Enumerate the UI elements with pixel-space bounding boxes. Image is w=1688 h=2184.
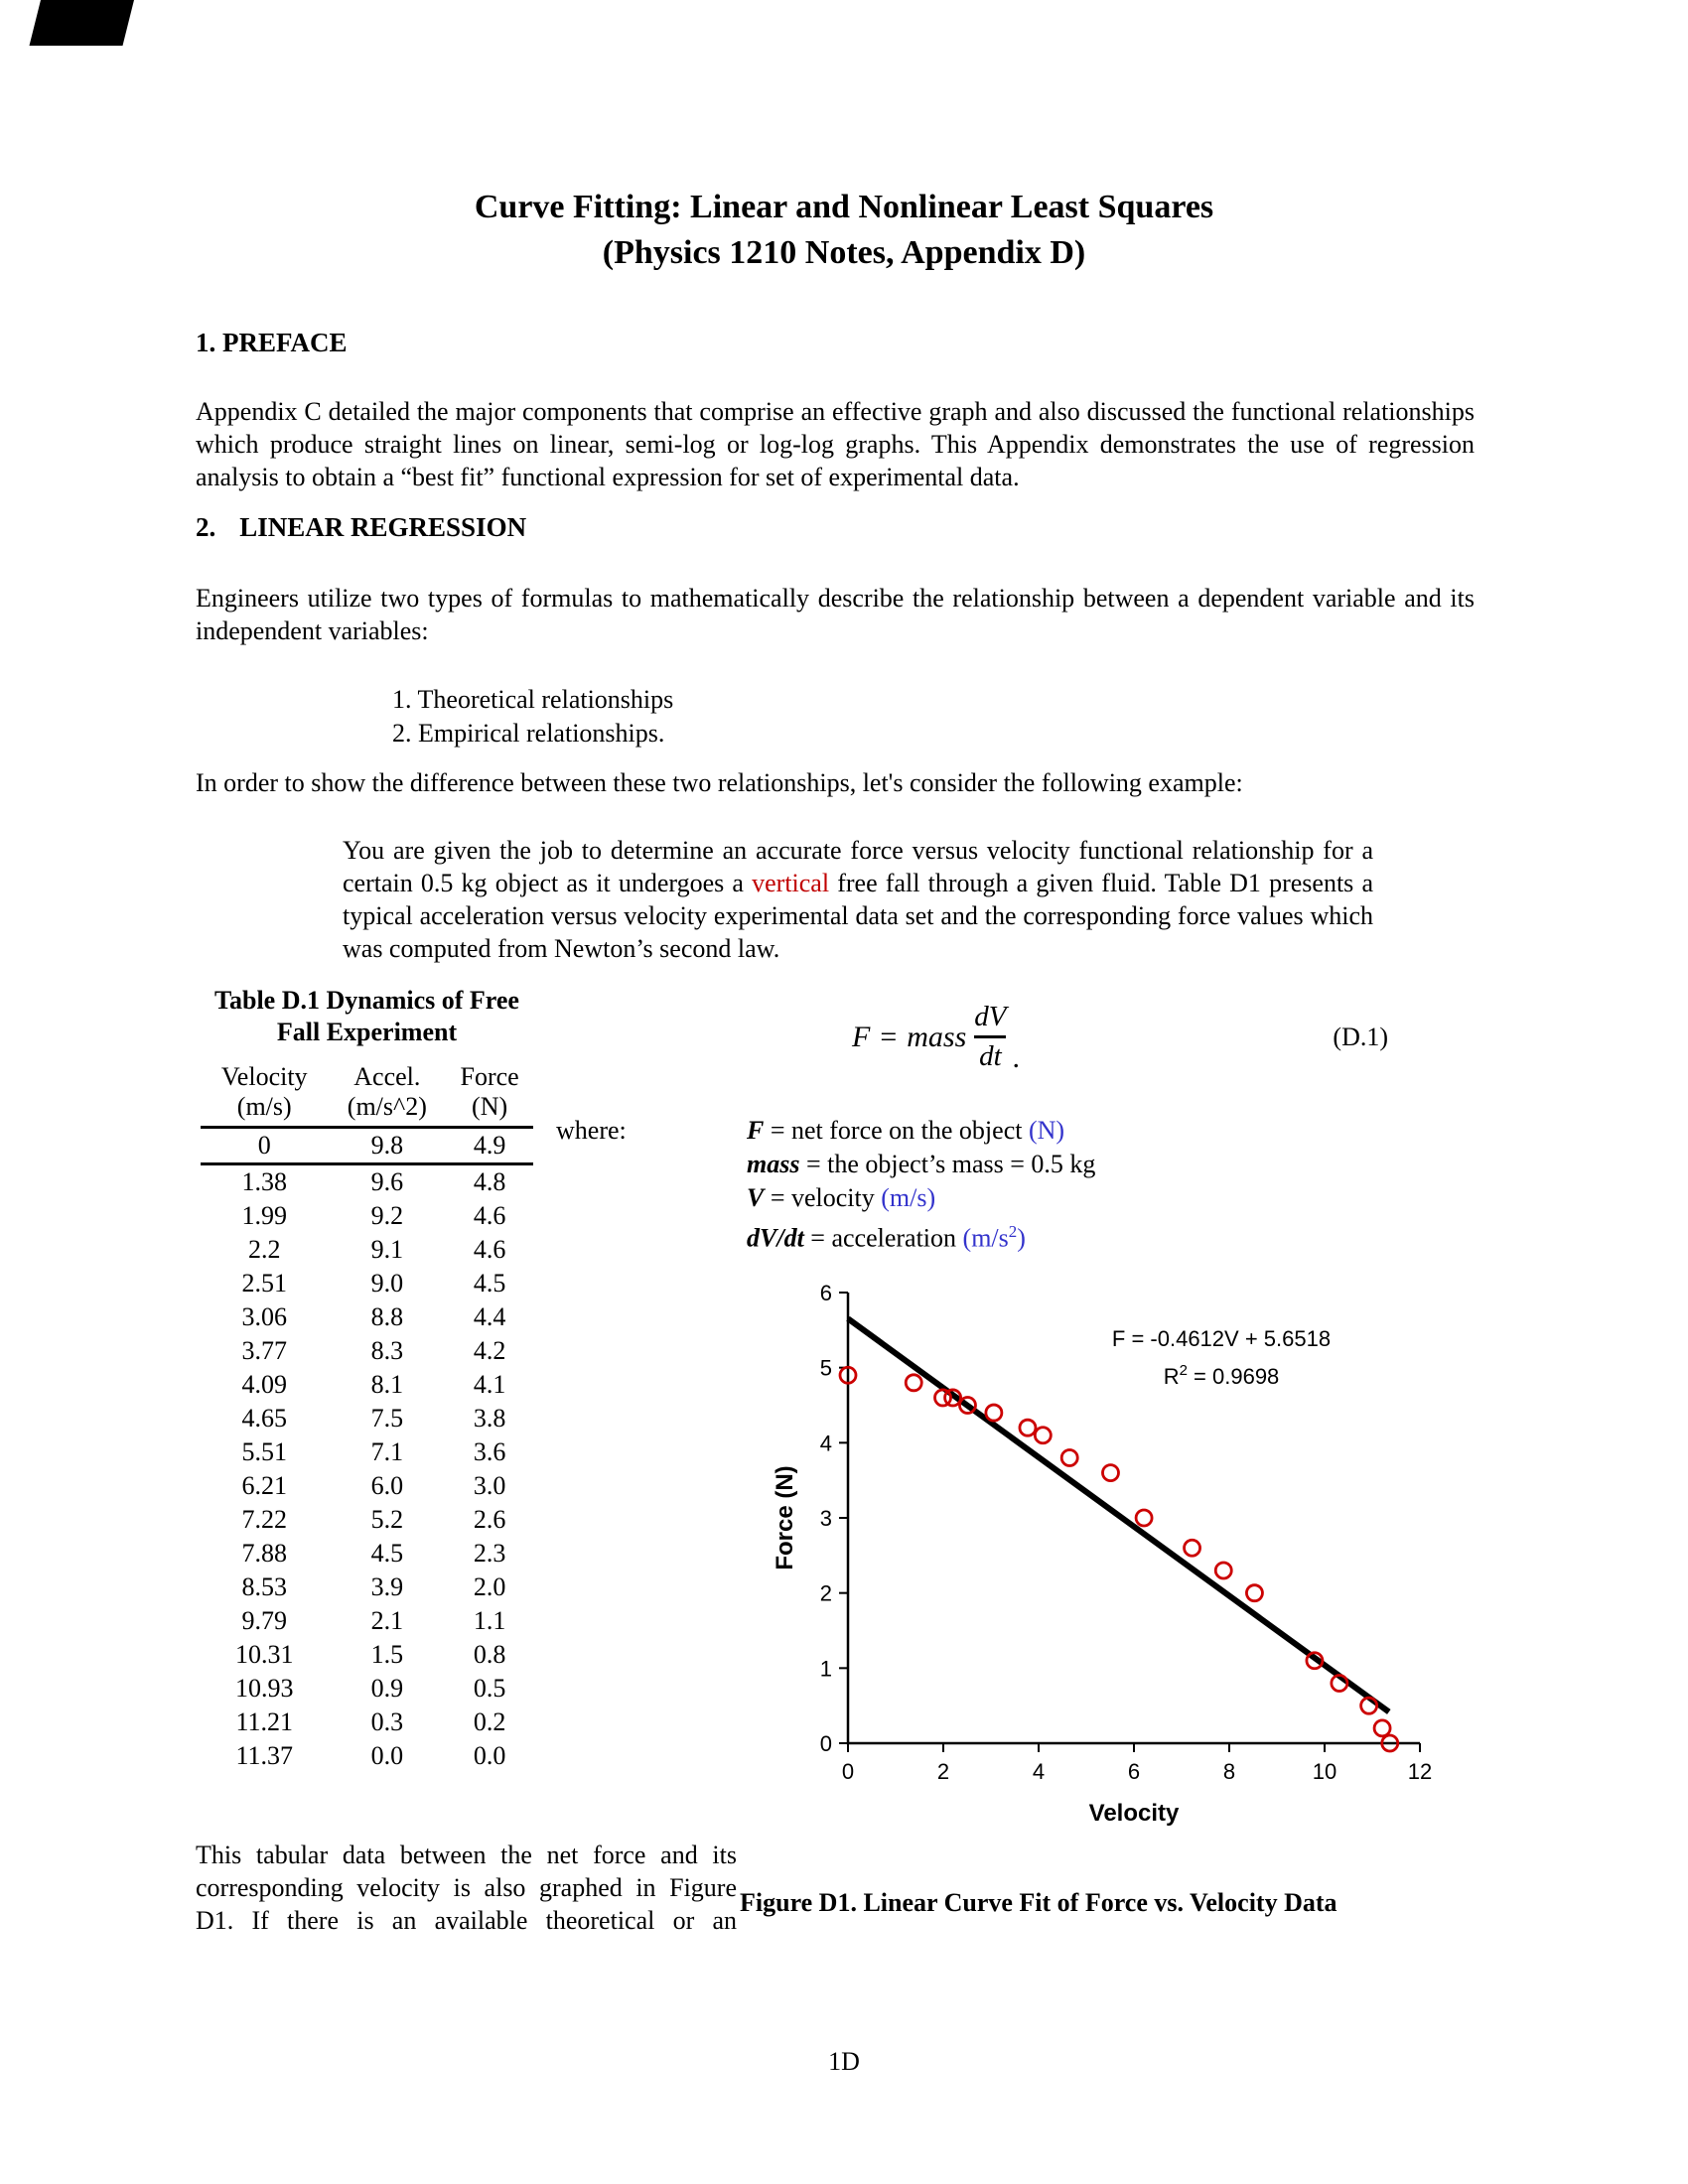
data-point <box>1035 1428 1051 1443</box>
table-row <box>201 1706 533 1739</box>
text-segment: (m/s) <box>881 1183 936 1212</box>
data-point <box>1136 1510 1152 1526</box>
equation-expression <box>852 999 1020 1075</box>
table-cell: 0.9 <box>370 1674 404 1703</box>
where-line-velocity <box>747 1181 1095 1215</box>
regression-paragraph: Engineers utilize two types of formulas to mathematically describe the relationship between a dependent variable and its independent variables: <box>196 584 1475 645</box>
table-cell: 0.0 <box>473 1741 506 1770</box>
table-cell: 4.65 <box>241 1404 287 1433</box>
table-cell: 4.6 <box>473 1201 506 1230</box>
equation-number-label: (D.1) <box>1333 1022 1388 1051</box>
table-cell: 3.06 <box>241 1302 287 1331</box>
table-cell: 8.8 <box>370 1302 404 1331</box>
x-tick-label: 10 <box>1312 1759 1337 1784</box>
table-header-cell: Force (N) <box>446 1062 533 1128</box>
table-cell: 6.0 <box>370 1471 404 1500</box>
data-point <box>1374 1720 1390 1736</box>
table-row <box>201 1503 533 1537</box>
text-segment: vertical <box>752 869 830 897</box>
text-segment: F <box>747 1116 765 1145</box>
data-table <box>201 1062 533 1773</box>
table-cell: 0.0 <box>370 1741 404 1770</box>
table-header <box>201 1062 533 1128</box>
table-cell: 11.21 <box>235 1707 293 1736</box>
table-title <box>196 985 538 1048</box>
data-table-block <box>196 985 538 1773</box>
text-segment: mass <box>747 1150 800 1178</box>
table-cell: 2.2 <box>247 1235 281 1264</box>
table-cell: 4.4 <box>473 1302 506 1331</box>
data-point <box>986 1405 1002 1421</box>
where-line-force <box>747 1114 1095 1148</box>
x-tick-label: 4 <box>1032 1759 1046 1784</box>
table-cell: 2.51 <box>241 1269 287 1297</box>
text-segment: = net force on the object <box>764 1116 1029 1145</box>
list-item-theoretical: 1. Theoretical relationships <box>392 685 674 714</box>
fraction-denominator: dt <box>974 1035 1006 1075</box>
x-tick-label: 8 <box>1222 1759 1236 1784</box>
data-point <box>1215 1563 1231 1578</box>
text-segment: dV/dt <box>747 1223 804 1253</box>
data-point <box>1246 1585 1262 1601</box>
table-row <box>201 1672 533 1706</box>
figure-caption: Figure D1. Linear Curve Fit of Force vs. Velocity Data <box>740 1888 1337 1917</box>
table-cell: 9.2 <box>370 1201 404 1230</box>
table-row <box>201 1233 533 1267</box>
table-cell: 7.22 <box>241 1505 287 1534</box>
data-point <box>1020 1420 1036 1435</box>
equation-d1 <box>852 999 1388 1075</box>
table-cell: 2.0 <box>473 1572 506 1601</box>
text-segment: = acceleration <box>803 1223 963 1253</box>
table-row <box>201 1739 533 1773</box>
y-tick-label: 6 <box>819 1281 832 1305</box>
where-block <box>556 1114 1095 1256</box>
text-segment: = the object’s mass = 0.5 kg <box>799 1150 1096 1178</box>
table-row <box>201 1570 533 1604</box>
y-tick-label: 2 <box>819 1580 832 1606</box>
table-header-cell: Accel. (m/s^2) <box>328 1062 446 1128</box>
regression-heading-title: LINEAR REGRESSION <box>239 512 527 542</box>
table-body <box>201 1128 533 1774</box>
regression-heading <box>196 512 526 543</box>
preface-heading: 1. PREFACE <box>196 328 348 357</box>
table-cell: 3.6 <box>473 1437 506 1466</box>
data-point <box>1061 1449 1077 1465</box>
table-row <box>201 1300 533 1334</box>
regression-heading-number: 2. <box>196 512 216 542</box>
equals-sign: = <box>880 1020 898 1053</box>
table-cell: 8.53 <box>241 1572 287 1601</box>
table-row <box>201 1199 533 1233</box>
where-line-mass <box>747 1148 1095 1181</box>
table-row <box>201 1267 533 1300</box>
table-row <box>201 1368 533 1402</box>
scan-artifact <box>30 0 136 46</box>
r-squared-label: $R^2 = 0.9698$ <box>1163 1362 1280 1389</box>
y-tick-label: 1 <box>819 1656 832 1682</box>
table-cell: 10.93 <box>234 1674 294 1703</box>
page-number: 1D <box>828 2047 860 2076</box>
table-cell: 4.6 <box>473 1235 506 1264</box>
table-cell: 9.0 <box>370 1269 404 1297</box>
table-cell: 1.1 <box>473 1606 506 1635</box>
relationship-list <box>392 683 673 751</box>
x-tick-label: 6 <box>1127 1759 1141 1784</box>
data-point <box>906 1375 921 1391</box>
closing-paragraph: This tabular data between the net force and its corresponding velocity is also graphed in Figure D1. If there is an available theoretical or an <box>196 1841 737 1935</box>
table-title-line-1: Table D.1 Dynamics of Free <box>214 986 519 1015</box>
where-label: where: <box>556 1116 627 1145</box>
equation-period: . <box>1012 1041 1020 1074</box>
table-cell: 4.5 <box>370 1539 404 1568</box>
x-tick-label: 0 <box>841 1759 855 1784</box>
table-cell: 4.9 <box>446 1128 533 1164</box>
table-row <box>201 1402 533 1435</box>
data-points <box>840 1367 1398 1751</box>
trendline <box>848 1318 1389 1711</box>
table-cell: 3.9 <box>370 1572 404 1601</box>
table-cell: 9.8 <box>328 1128 446 1164</box>
y-tick-label: 4 <box>819 1431 832 1456</box>
table-cell: 7.5 <box>370 1404 404 1433</box>
table-row <box>201 1435 533 1469</box>
text-segment: (N) <box>1028 1116 1065 1145</box>
table-cell: 5.2 <box>370 1505 404 1534</box>
text-segment: free fall through a given fluid. Table D1 presents a typical acceleration versus velocity experimental data set and the corresponding force values which was computed from Newton’s second law. <box>343 869 1373 963</box>
table-header-row <box>201 1062 533 1128</box>
table-cell: 9.6 <box>370 1167 404 1196</box>
table-header-cell: Velocity (m/s) <box>201 1062 328 1128</box>
table-row <box>201 1537 533 1570</box>
document-title <box>0 185 1688 276</box>
table-cell: 9.1 <box>370 1235 404 1264</box>
example-intro-paragraph: In order to show the difference between these two relationships, let's consider the following example: <box>196 768 1243 797</box>
text-segment: (m/s <box>962 1223 1009 1253</box>
data-point <box>1185 1540 1200 1556</box>
title-line-1: Curve Fitting: Linear and Nonlinear Least Squares <box>474 189 1214 225</box>
table-cell: 2.1 <box>370 1606 404 1635</box>
table-cell: 3.0 <box>473 1471 506 1500</box>
table-cell: 0.5 <box>473 1674 506 1703</box>
table-cell: 6.21 <box>241 1471 287 1500</box>
text-segment: ) <box>1017 1223 1026 1253</box>
fraction-numerator: dV <box>974 1001 1007 1032</box>
equation-fraction <box>974 999 1006 1075</box>
y-tick-label: 3 <box>819 1506 832 1531</box>
table-cell: 7.88 <box>241 1539 287 1568</box>
table-cell: 1.99 <box>241 1201 287 1230</box>
where-line-acceleration <box>747 1215 1095 1256</box>
table-cell: 4.2 <box>473 1336 506 1365</box>
table-cell: 8.3 <box>370 1336 404 1365</box>
table-cell: 0 <box>201 1128 328 1164</box>
chart-ticks <box>820 1281 1432 1784</box>
y-axis-label: Force (N) <box>772 1465 798 1570</box>
table-title-line-2: Fall Experiment <box>276 1018 458 1046</box>
chart-svg <box>757 1277 1442 1833</box>
force-velocity-chart <box>757 1277 1442 1833</box>
table-row <box>201 1128 533 1164</box>
table-cell: 1.38 <box>241 1167 287 1196</box>
table-row <box>201 1604 533 1638</box>
table-row <box>201 1164 533 1200</box>
x-tick-label: 2 <box>936 1759 950 1784</box>
table-cell: 4.09 <box>241 1370 287 1399</box>
table-cell: 1.5 <box>370 1640 404 1669</box>
table-cell: 3.77 <box>241 1336 287 1365</box>
y-tick-label: 5 <box>819 1355 832 1381</box>
table-cell: 2.6 <box>473 1505 506 1534</box>
title-line-2: (Physics 1210 Notes, Appendix D) <box>602 234 1086 271</box>
x-axis-label: Velocity <box>1088 1800 1180 1827</box>
where-definitions <box>747 1114 1095 1256</box>
table-row <box>201 1334 533 1368</box>
table-cell: 0.3 <box>370 1707 404 1736</box>
list-item-empirical: 2. Empirical relationships. <box>392 719 665 748</box>
table-cell: 5.51 <box>241 1437 287 1466</box>
preface-paragraph: Appendix C detailed the major components that comprise an effective graph and also discussed the functional relationships which produce straight lines on linear, semi-log or log-log graphs. This Appendix demonstrates the use of regression analysis to obtain a “best fit” functional expression for set of experimental data. <box>196 397 1475 491</box>
table-cell: 2.3 <box>473 1539 506 1568</box>
table-cell: 9.79 <box>241 1606 287 1635</box>
text-segment: You are given the job to determine an accurate force versus velocity functional relationship for a certain 0.5 kg object as it undergoes a <box>343 836 1373 897</box>
example-paragraph <box>343 834 1373 965</box>
table-cell: 11.37 <box>235 1741 293 1770</box>
equation-mass-term: mass <box>907 1020 967 1053</box>
table-cell: 8.1 <box>370 1370 404 1399</box>
table-cell: 4.5 <box>473 1269 506 1297</box>
table-row <box>201 1638 533 1672</box>
y-tick-label: 0 <box>819 1731 832 1756</box>
table-cell: 4.1 <box>473 1370 506 1399</box>
data-point <box>1102 1465 1118 1481</box>
table-cell: 0.2 <box>473 1707 506 1736</box>
equation-lhs: F <box>852 1020 871 1053</box>
x-tick-label: 12 <box>1407 1759 1433 1784</box>
table-cell: 4.8 <box>473 1167 506 1196</box>
text-segment: = velocity <box>764 1183 882 1212</box>
table-cell: 7.1 <box>370 1437 404 1466</box>
table-cell: 0.8 <box>473 1640 506 1669</box>
table-row <box>201 1469 533 1503</box>
table-cell: 10.31 <box>234 1640 294 1669</box>
text-segment: 2 <box>1008 1222 1018 1241</box>
fit-equation-label: F = -0.4612V + 5.6518 <box>1111 1326 1332 1351</box>
table-cell: 3.8 <box>473 1404 506 1433</box>
text-segment: V <box>747 1183 765 1212</box>
